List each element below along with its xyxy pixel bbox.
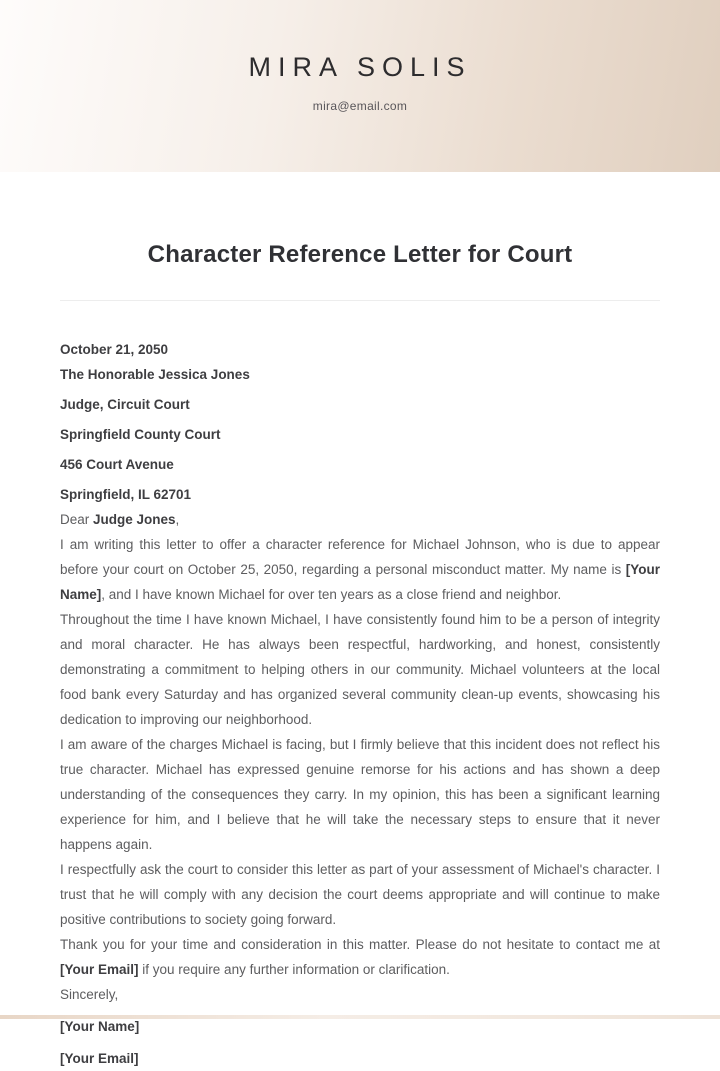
letter-paragraph: [60, 607, 660, 732]
closing-line: Sincerely,: [60, 987, 119, 1002]
signature-name: [Your Name]: [60, 1019, 140, 1034]
letter-paragraph: [60, 857, 660, 932]
sender-name: MIRA SOLIS: [248, 52, 472, 82]
letter-paragraph: [60, 932, 660, 982]
letter-paragraphs: [60, 532, 660, 982]
text-segment: Throughout the time I have known Michael, I have consistently found him to be a person of integrity and moral character. He has always been respectful, hardworking, and honest, consistently demonstrating a commitment to helping others in our community. Michael volunteers at the local food bank every Saturday and has organized several community clean-up events, showcasing his dedication to improving our neighborhood.: [60, 612, 660, 727]
recipient-line: Springfield County Court: [60, 427, 221, 442]
title-divider: [60, 300, 660, 301]
recipient-line: 456 Court Avenue: [60, 457, 174, 472]
text-segment: I am aware of the charges Michael is facing, but I firmly believe that this incident does not reflect his true character. Michael has expressed genuine remorse for his actions and has shown a deep understanding of the consequences they carry. In my opinion, this has been a significant learning experience for him, and I believe that he will take the necessary steps to ensure that it never happens again.: [60, 737, 660, 852]
bold-text-segment: [Your Name]: [60, 562, 660, 602]
bold-text-segment: [Your Email]: [60, 962, 139, 977]
letter-date: October 21, 2050: [60, 342, 169, 357]
document-title: Character Reference Letter for Court: [147, 241, 573, 268]
text-segment: if you require any further information or clarification.: [138, 962, 450, 977]
closing-block: [60, 982, 660, 1071]
bold-text-segment: Judge Jones: [93, 512, 176, 527]
text-segment: Thank you for your time and consideration in this matter. Please do not hesitate to contact me at: [60, 937, 660, 952]
recipient-line: Springfield, IL 62701: [60, 487, 192, 502]
signature-email: [Your Email]: [60, 1051, 139, 1066]
text-segment: I am writing this letter to offer a character reference for Michael Johnson, who is due to appear before your court on October 25, 2050, regarding a personal misconduct matter. My name is: [60, 537, 660, 577]
text-segment: Dear: [60, 512, 94, 527]
recipient-line: The Honorable Jessica Jones: [60, 367, 250, 382]
sender-email: mira@email.com: [312, 99, 408, 113]
text-segment: I respectfully ask the court to consider this letter as part of your assessment of Michael's character. I trust that he will comply with any decision the court deems appropriate and will continue to make positive contributions to society going forward.: [60, 862, 660, 927]
text-segment: , and I have known Michael for over ten years as a close friend and neighbor.: [101, 587, 562, 602]
letter-paragraph: [60, 732, 660, 857]
letterhead: [0, 0, 720, 172]
recipient-line: Judge, Circuit Court: [60, 397, 190, 412]
letter-paragraph: [60, 532, 660, 607]
footer-accent-strip: [0, 1015, 720, 1019]
salutation-line: [60, 507, 660, 532]
document-body: [0, 241, 720, 1071]
recipient-block: [60, 362, 660, 507]
text-segment: ,: [175, 512, 180, 527]
letter-content: [60, 337, 660, 1071]
